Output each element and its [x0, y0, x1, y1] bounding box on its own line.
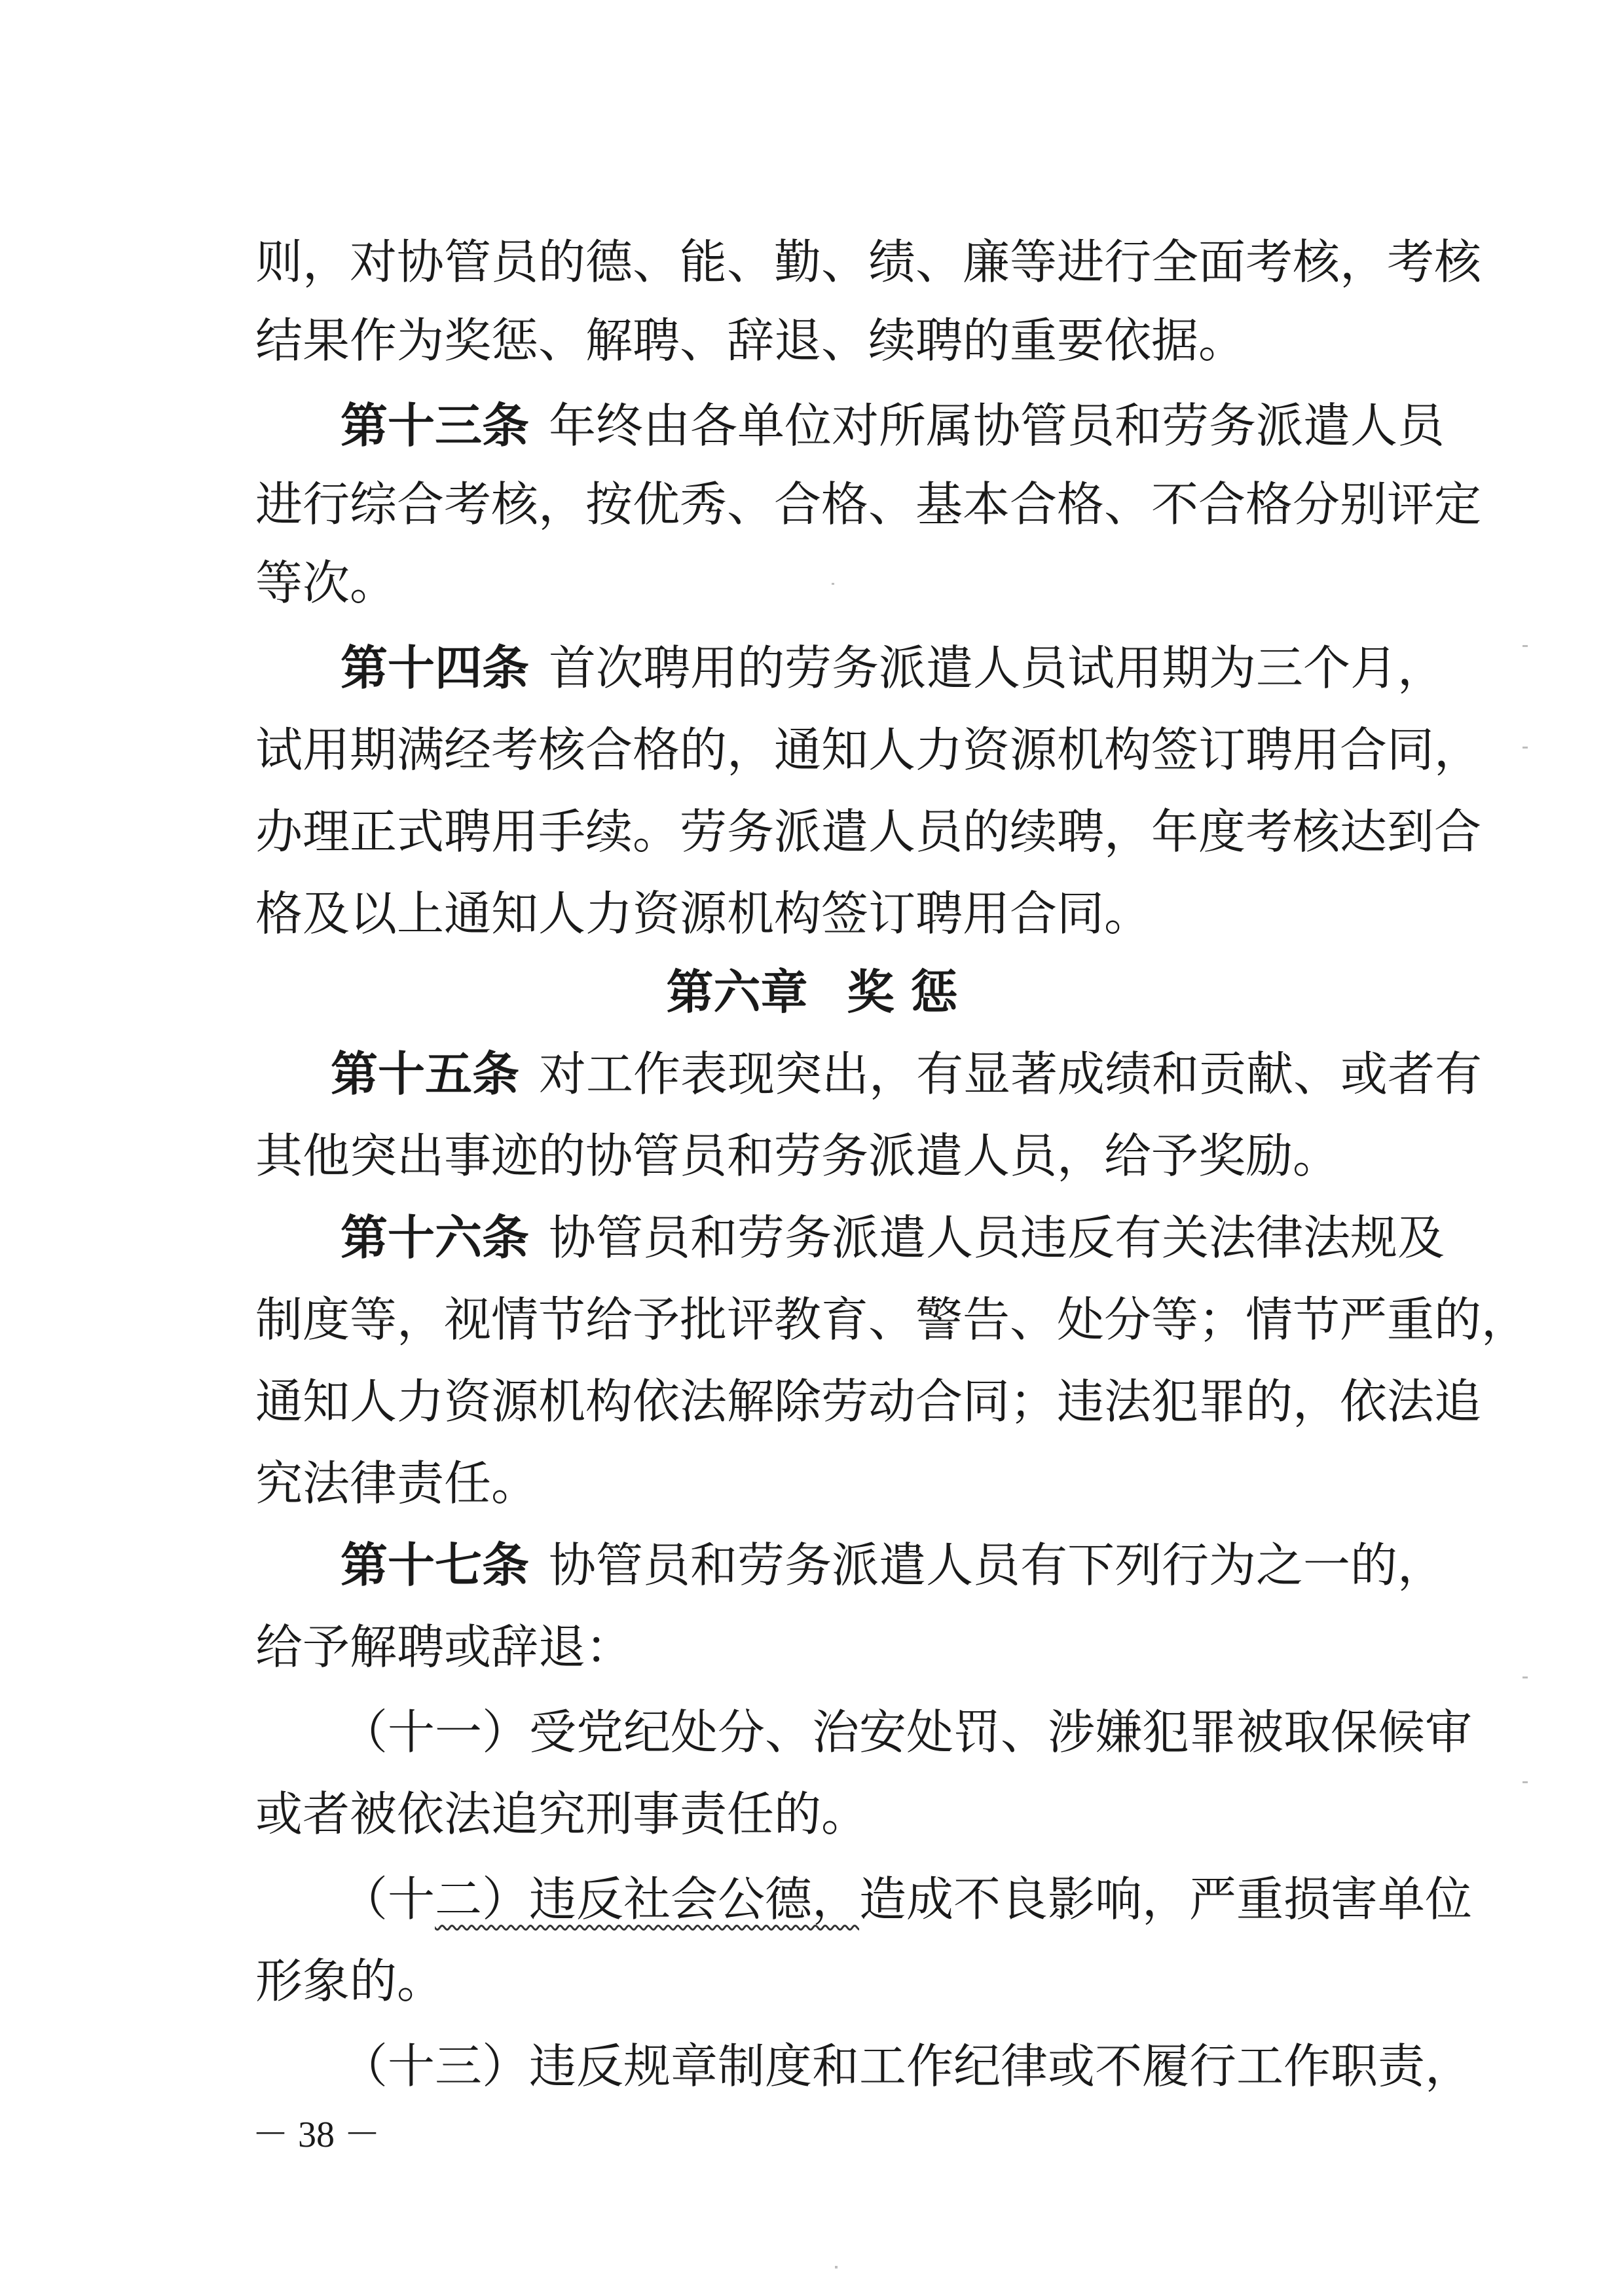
handwritten-underline: 二）违反社会公德，: [435, 1872, 860, 1927]
paragraph-line: 制度等，视情节给予批评教育、警告、处分等；情节严重的，: [255, 1292, 1529, 1347]
article-text: 年终由各单位对所属协管员和劳务派遣人员: [549, 398, 1445, 453]
scan-speck: [1522, 1781, 1528, 1783]
page-number: － 38 －: [252, 2115, 380, 2155]
paragraph-line: 其他突出事迹的协管员和劳务派遣人员，给予奖励。: [255, 1128, 1340, 1183]
paragraph-line: 办理正式聘用手续。劳务派遣人员的续聘，年度考核达到合: [255, 804, 1482, 859]
article-label: 第十七条: [341, 1538, 530, 1593]
chapter-title: 奖 惩: [847, 965, 958, 1020]
scan-speck: [1522, 645, 1528, 647]
paragraph-line: 给予解聘或辞退：: [255, 1620, 633, 1675]
article-text: 对工作表现突出，有显著成绩和贡献、或者有: [539, 1046, 1483, 1102]
article-label: 第十三条: [341, 398, 530, 453]
paragraph-line: 进行综合考核，按优秀、合格、基本合格、不合格分别评定: [255, 477, 1482, 532]
paragraph-line: 形象的。: [255, 1953, 445, 2009]
paragraph-line: 试用期满经考核合格的，通知人力资源机构签订聘用合同，: [255, 722, 1482, 777]
paragraph-line: 格及以上通知人力资源机构签订聘用合同。: [255, 886, 1152, 941]
article-15: [331, 1035, 1483, 1113]
chapter-number: 第六章: [666, 965, 808, 1020]
paragraph-line: 究法律责任。: [255, 1456, 539, 1511]
article-text: 首次聘用的劳务派遣人员试用期为三个月，: [549, 640, 1445, 695]
article-text: 协管员和劳务派遣人员有下列行为之一的，: [549, 1538, 1445, 1593]
article-16: [341, 1198, 1445, 1277]
list-item-13: （十三）违反规章制度和工作纪律或不履行工作职责，: [341, 2039, 1473, 2094]
paragraph-line: 则，对协管员的德、能、勤、绩、廉等进行全面考核，考核: [255, 234, 1482, 289]
paragraph-line: 通知人力资源机构依法解除劳动合同；违法犯罪的，依法追: [255, 1374, 1482, 1429]
list-item-12: [341, 1860, 1473, 1938]
item-text: 造成不良影响，严重损害单位: [859, 1872, 1473, 1927]
chapter-heading: [0, 953, 1624, 1031]
article-text: 协管员和劳务派遣人员违反有关法律法规及: [549, 1210, 1445, 1265]
scan-speck: [832, 583, 834, 585]
article-14: [341, 629, 1445, 707]
scan-speck: [1522, 747, 1528, 749]
article-13: [341, 386, 1445, 465]
list-item-11: （十一）受党纪处分、治安处罚、涉嫌犯罪被取保候审: [341, 1705, 1473, 1760]
article-label: 第十五条: [331, 1046, 520, 1102]
scan-speck: [835, 2266, 838, 2268]
paragraph-line: 等次。: [255, 555, 397, 610]
article-label: 第十四条: [341, 640, 530, 695]
article-17: [341, 1526, 1445, 1604]
paragraph-line: 结果作为奖惩、解聘、辞退、续聘的重要依据。: [255, 313, 1246, 368]
article-label: 第十六条: [341, 1210, 530, 1265]
item-prefix: （十: [341, 1872, 435, 1927]
paragraph-line: 或者被依法追究刑事责任的。: [255, 1787, 869, 1842]
scan-speck: [1522, 1676, 1528, 1678]
